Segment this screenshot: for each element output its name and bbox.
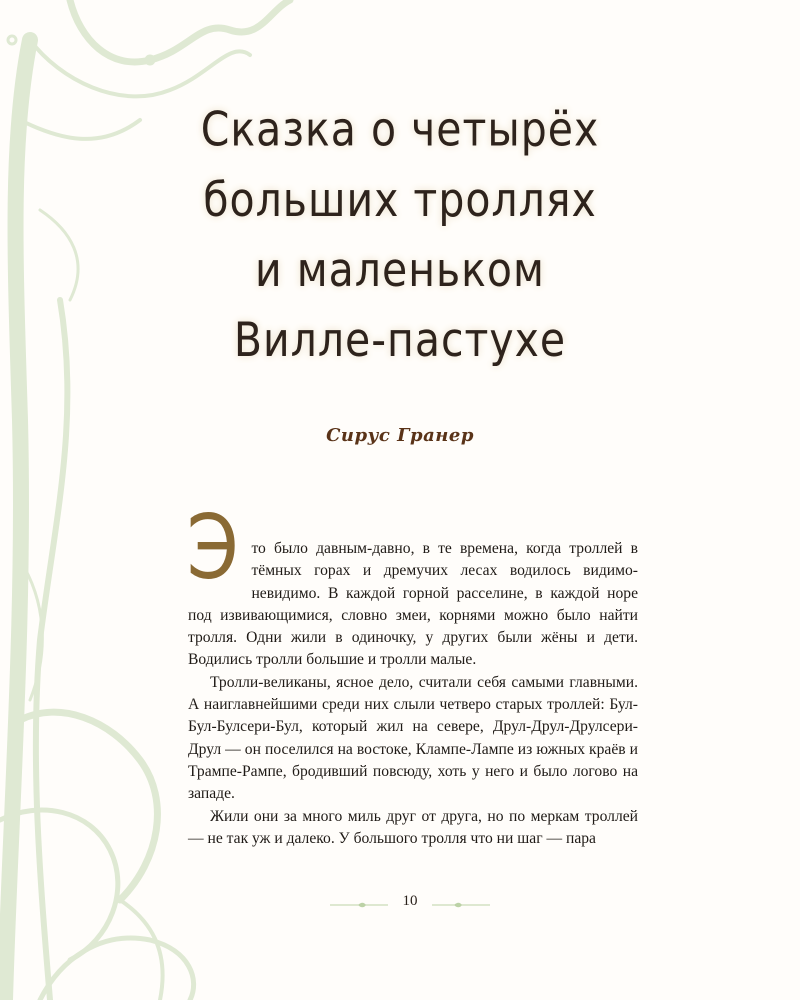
paragraph <box>186 496 638 672</box>
author-name: Сирус Гранер <box>326 425 474 446</box>
paragraph: Жили они за много миль друг от друга, но по меркам троллей — не так уж и далеко. У большого тролля что ни шаг — пара <box>188 807 638 847</box>
title-line: больших троллях <box>203 172 597 228</box>
story-title <box>170 95 630 376</box>
page-number: 10 <box>402 893 418 909</box>
story-body <box>186 496 638 850</box>
paragraph: Тролли-великаны, ясное дело, считали себя самыми главными. А наиглавнейшими среди них слыли четверо старых троллей: Бул-Бул-Булсери-Бул, который жил на севере, Друл-Друл-Друлсери-Друл — он поселился на востоке, Клампе-Лампе из южных краёв и Трампе-Рампе, бродивший повсюду, хоть у него и было логово на западе. <box>188 673 638 803</box>
page-footer <box>330 893 490 913</box>
drop-cap: Э <box>186 496 239 599</box>
paragraph-text: то было давным-давно, в те времена, когда троллей в тёмных горах и дремучих лесах водилось видимо-невидимо. В каждой горной расселине, в каждой норе под извивающимися, словно змеи, корнями можно было найти тролля. Одни жили в одиночку, у других были жёны и дети. Водились тролли большие и тролли малые. <box>188 540 638 669</box>
title-line: Сказка о четырёх <box>200 101 600 158</box>
title-line: и маленьком <box>255 242 545 298</box>
title-line: Вилле-пастухе <box>233 312 567 368</box>
footer-right-ornament <box>432 902 490 908</box>
